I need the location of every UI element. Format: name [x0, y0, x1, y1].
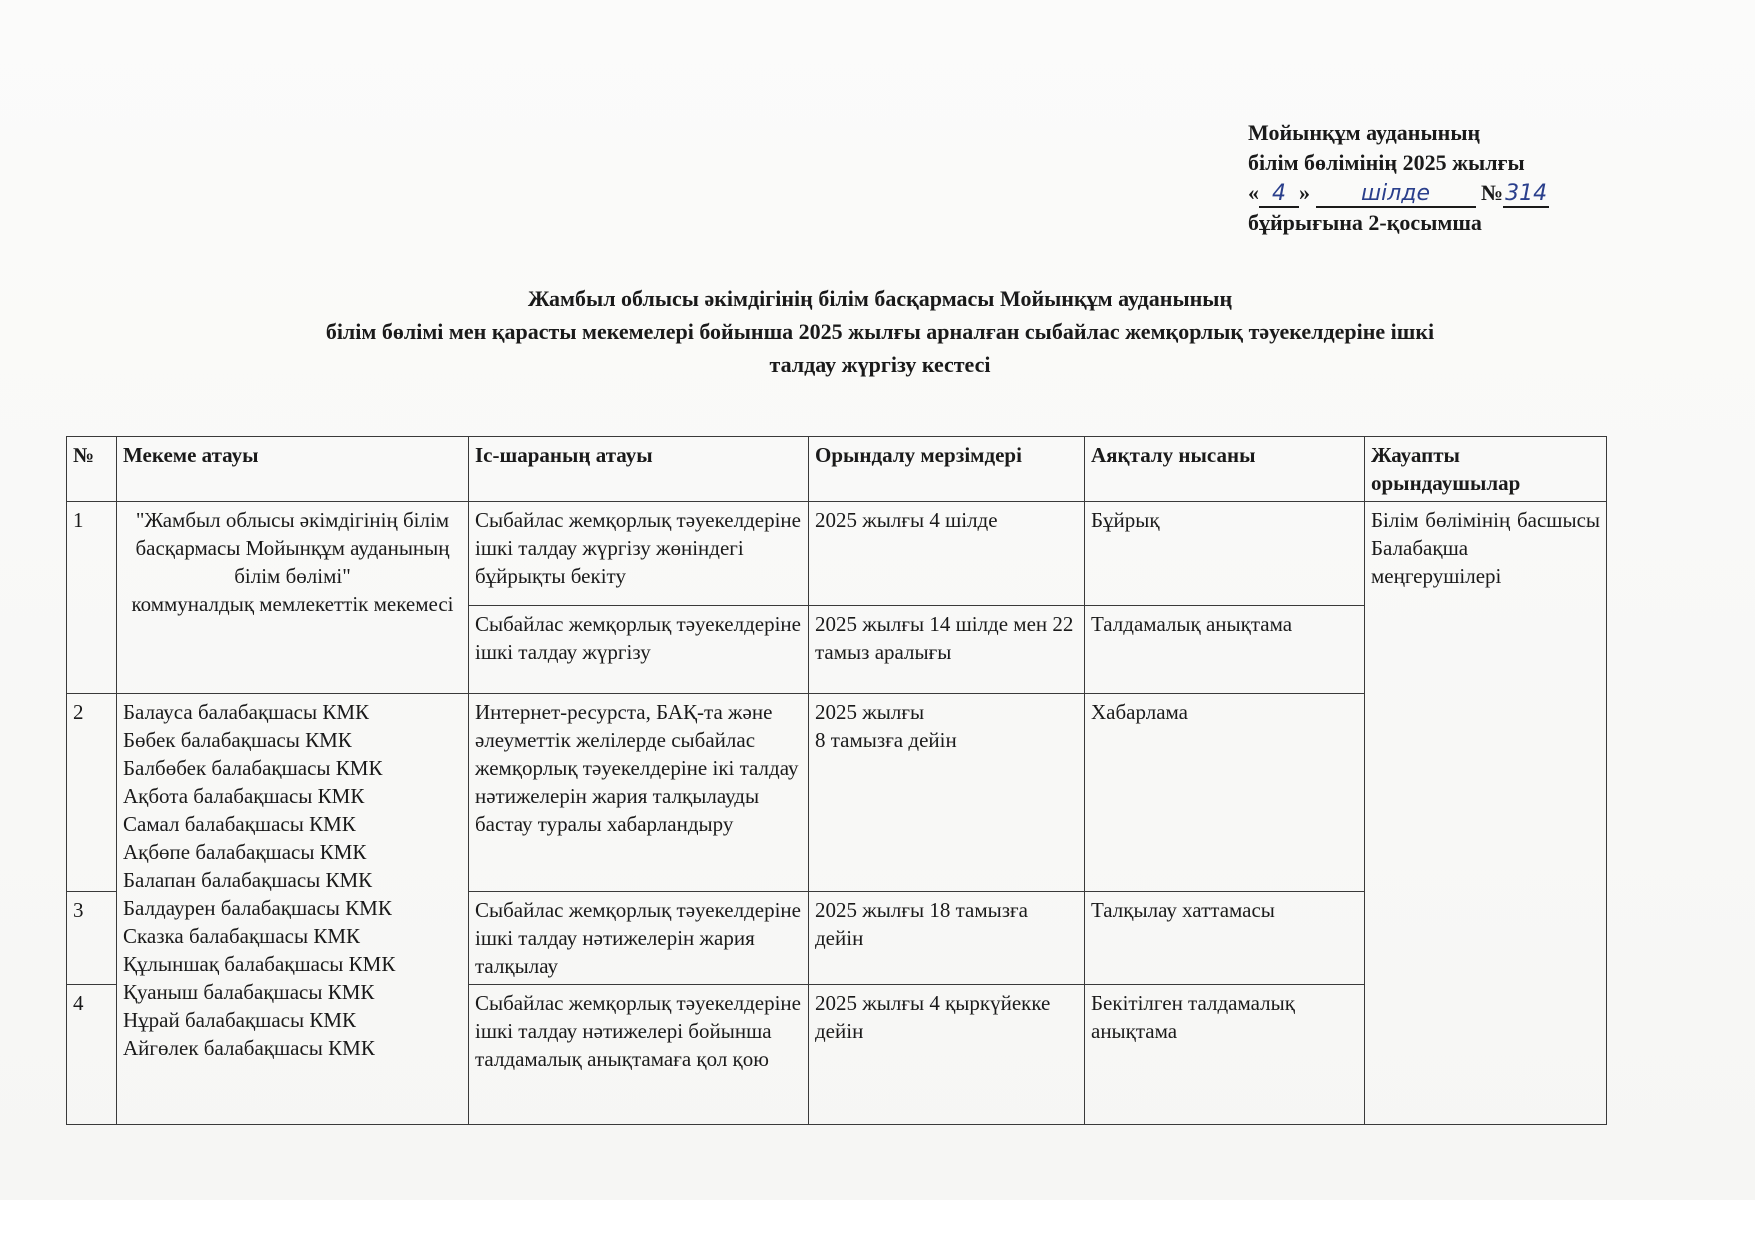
institution-line: білім бөлімі" — [234, 564, 351, 588]
institution-line: Ақбөпе балабақшасы КМК — [123, 840, 367, 864]
institution-line: Самал балабақшасы КМК — [123, 812, 356, 836]
row-number: 1 — [67, 502, 117, 694]
order-number: 314 — [1505, 181, 1548, 206]
bottom-margin — [0, 1200, 1755, 1240]
institution-line: Балбөбек балабақшасы КМК — [123, 756, 383, 780]
term-cell: 2025 жылғы 14 шілде мен 22 тамыз аралығы — [809, 606, 1085, 694]
header-line-1: Мойынқұм ауданының — [1248, 120, 1481, 145]
title-line-3: талдау жүргізу кестесі — [769, 352, 991, 377]
institution-line: Нұрай балабақшасы КМК — [123, 1008, 357, 1032]
number-sign: № — [1481, 180, 1504, 205]
header-responsible: Жауапты орындаушылар — [1365, 437, 1607, 502]
order-date-number — [1248, 178, 1628, 208]
header-line-2: білім бөлімінің 2025 жылғы — [1248, 150, 1525, 175]
header-line-4: бұйрығына 2-қосымша — [1248, 210, 1482, 235]
event-cell: Сыбайлас жемқорлық тәуекелдеріне ішкі талдау жүргізу — [469, 606, 809, 694]
close-quote: » — [1299, 180, 1310, 205]
institution-line: Балауса балабақшасы КМК — [123, 700, 370, 724]
form-cell: Бұйрық — [1085, 502, 1365, 606]
institution-line: Құлыншақ балабақшасы КМК — [123, 952, 396, 976]
title-line-1: Жамбыл облысы әкімдігінің білім басқармасы Мойынқұм ауданының — [527, 286, 1233, 311]
open-quote: « — [1248, 180, 1259, 205]
form-cell: Хабарлама — [1085, 694, 1365, 892]
institution-line: "Жамбыл облысы әкімдігінің білім басқармасы Мойынқұм ауданының — [135, 508, 450, 560]
header-form: Аяқталу нысаны — [1085, 437, 1365, 502]
event-cell: Сыбайлас жемқорлық тәуекелдеріне ішкі талдау жүргізу жөніндегі бұйрықты бекіту — [469, 502, 809, 606]
event-cell: Сыбайлас жемқорлық тәуекелдеріне ішкі талдау нәтижелерін жария талқылау — [469, 892, 809, 985]
institution-line: Балапан балабақшасы КМК — [123, 868, 373, 892]
institution-group-2 — [117, 694, 469, 1125]
table-row — [67, 502, 1607, 606]
institution-line: Қуаныш балабақшасы КМК — [123, 980, 375, 1004]
event-cell: Сыбайлас жемқорлық тәуекелдеріне ішкі талдау нәтижелері бойынша талдамалық анықтамаға қол қою — [469, 985, 809, 1125]
order-month: шілде — [1316, 182, 1476, 208]
term-cell: 2025 жылғы 8 тамызға дейін — [809, 694, 1085, 892]
institution-line: коммуналдық мемлекеттік мекемесі — [131, 592, 454, 616]
order-day: 4 — [1259, 182, 1299, 208]
responsible-cell: Білім бөлімінің басшысы Балабақша меңгерушілері — [1365, 502, 1607, 1125]
header-event: Іс-шараның атауы — [469, 437, 809, 502]
row-number: 2 — [67, 694, 117, 892]
term-cell: 2025 жылғы 4 шілде — [809, 502, 1085, 606]
institution-line: Бөбек балабақшасы КМК — [123, 728, 352, 752]
event-cell: Интернет-ресурста, БАҚ-та және әлеуметтік желілерде сыбайлас жемқорлық тәуекелдеріне ікі талдау нәтижелерін жария талқылауды бастау туралы хабарландыру — [469, 694, 809, 892]
header-term: Орындалу мерзімдері — [809, 437, 1085, 502]
term-cell: 2025 жылғы 18 тамызға дейін — [809, 892, 1085, 985]
table-header-row — [67, 437, 1607, 502]
form-cell: Бекітілген талдамалық анықтама — [1085, 985, 1365, 1125]
institution-line: Айгөлек балабақшасы КМК — [123, 1036, 375, 1060]
title-line-2: білім бөлімі мен қарасты мекемелері бойынша 2025 жылғы арналған сыбайлас жемқорлық тәуекелдеріне ішкі — [325, 319, 1435, 344]
document-title — [80, 282, 1680, 381]
appendix-header — [1248, 118, 1628, 238]
header-no: № — [67, 437, 117, 502]
row-number: 4 — [67, 985, 117, 1125]
institution-line: Балдаурен балабақшасы КМК — [123, 896, 392, 920]
institution-line: Ақбота балабақшасы КМК — [123, 784, 365, 808]
institution-group-1 — [117, 502, 469, 694]
form-cell: Талдамалық анықтама — [1085, 606, 1365, 694]
term-cell: 2025 жылғы 4 қыркүйекке дейін — [809, 985, 1085, 1125]
institution-line: Сказка балабақшасы КМК — [123, 924, 361, 948]
row-number: 3 — [67, 892, 117, 985]
schedule-table — [66, 436, 1607, 1125]
header-institution: Мекеме атауы — [117, 437, 469, 502]
form-cell: Талқылау хаттамасы — [1085, 892, 1365, 985]
